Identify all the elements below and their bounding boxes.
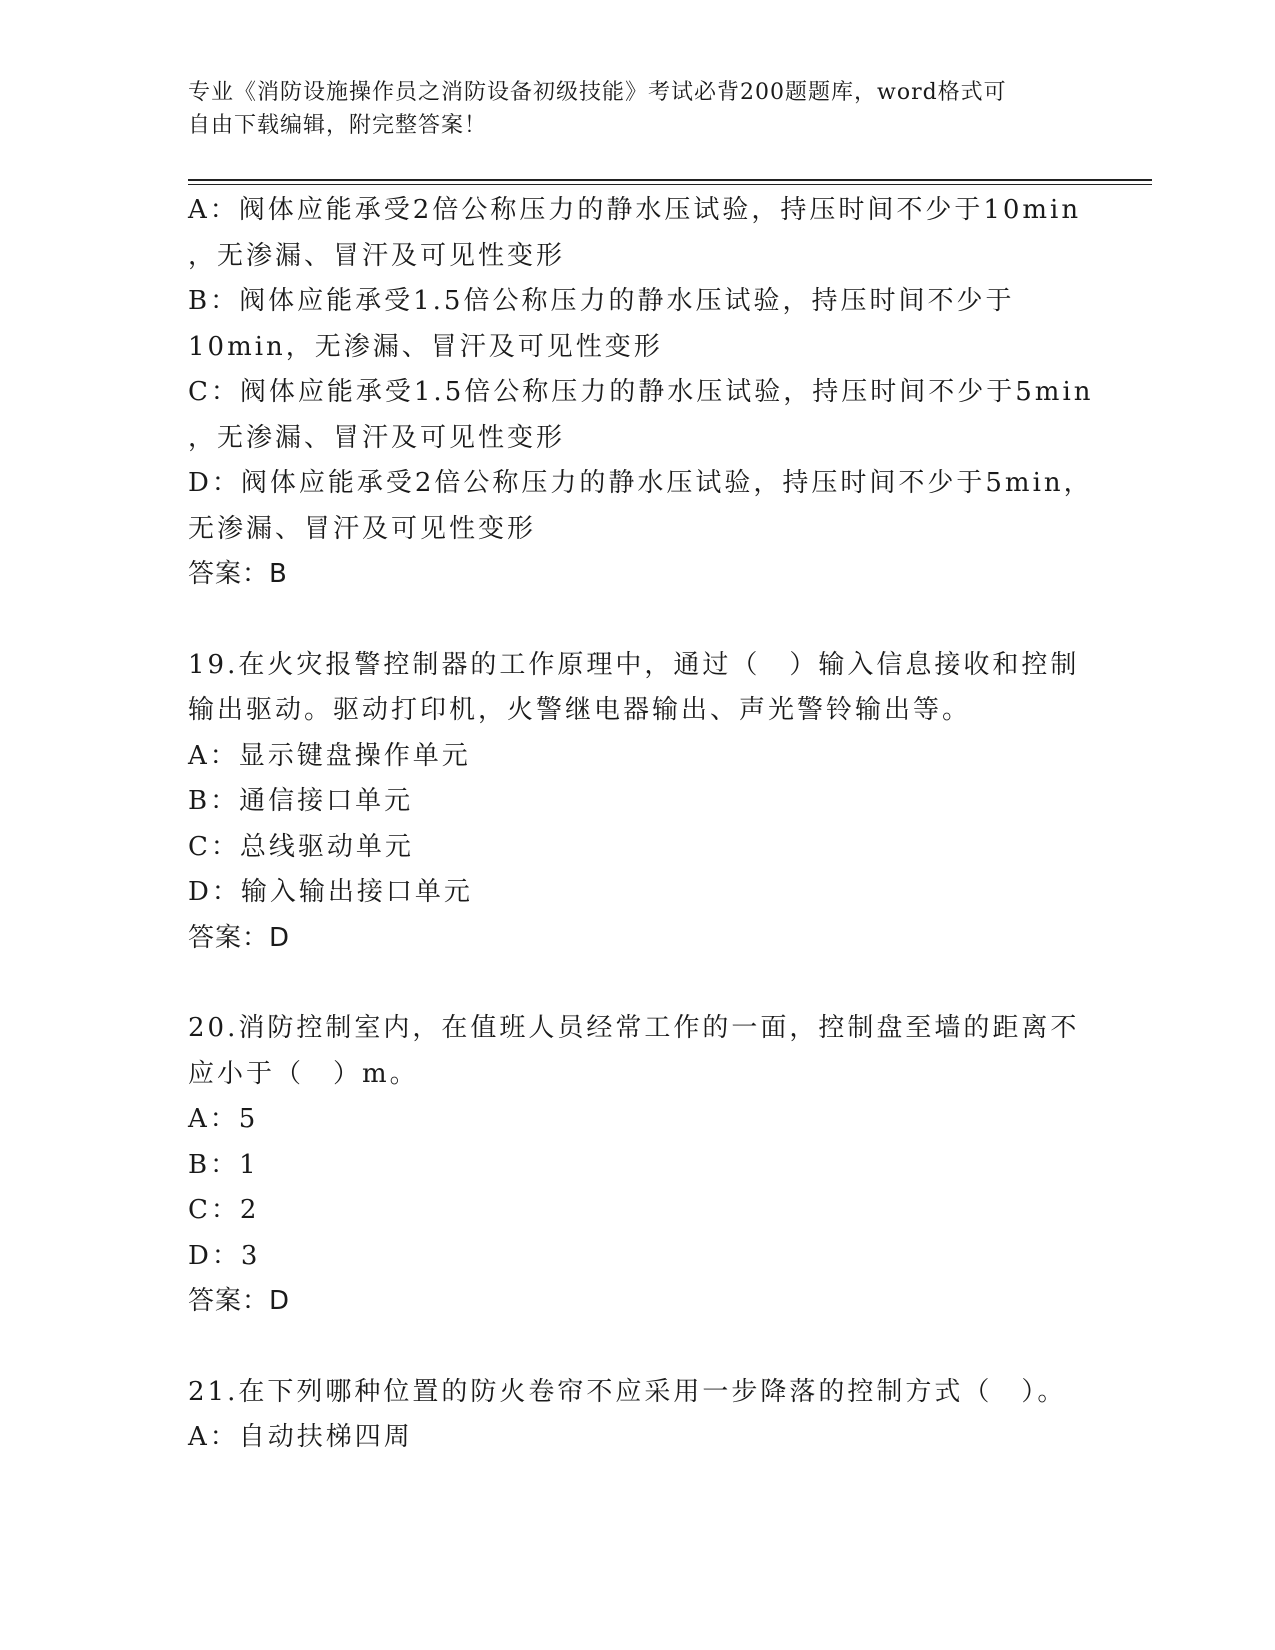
option-b: B：通信接口单元: [188, 786, 414, 816]
option-a-line-1: A：阀体应能承受2倍公称压力的静水压试验，持压时间不少于10min: [188, 195, 1082, 225]
question-20-block: [188, 1006, 1108, 1325]
option-c-line-2: ，无渗漏、冒汗及可见性变形: [188, 422, 566, 453]
option-c: C：2: [188, 1195, 260, 1225]
option-d-line-1: D：阀体应能承受2倍公称压力的静水压试验，持压时间不少于5min，: [188, 468, 1093, 498]
question-stem-line-2: 应小于（ ）m。: [188, 1058, 419, 1089]
question-stem-line-1: 20.消防控制室内，在值班人员经常工作的一面，控制盘至墙的距离不: [188, 1013, 1080, 1043]
question-19-block: [188, 643, 1108, 962]
question-list: [188, 188, 1108, 1461]
spacer: [188, 961, 1108, 1006]
question-21-block: [188, 1370, 1108, 1461]
option-a: A：显示键盘操作单元: [188, 740, 471, 771]
question-stem-line-1: 19.在火灾报警控制器的工作原理中，通过（ ）输入信息接收和控制: [188, 649, 1080, 680]
document-header: [188, 76, 1068, 142]
option-d-line-2: 无渗漏、冒汗及可见性变形: [188, 513, 537, 544]
option-a-line-2: ，无渗漏、冒汗及可见性变形: [188, 240, 566, 271]
answer-line: 答案：B: [188, 559, 288, 589]
option-b-line-2: 10min，无渗漏、冒汗及可见性变形: [188, 331, 663, 362]
option-d: D：输入输出接口单元: [188, 877, 473, 907]
spacer: [188, 598, 1108, 643]
spacer: [188, 1325, 1108, 1370]
header-divider-thin: [188, 184, 1152, 185]
question-stem-line-1: 21.在下列哪种位置的防火卷帘不应采用一步降落的控制方式（ ）。: [188, 1376, 1067, 1407]
option-c: C：总线驱动单元: [188, 831, 414, 862]
option-c-line-1: C：阀体应能承受1.5倍公称压力的静水压试验，持压时间不少于5min: [188, 377, 1094, 407]
answer-line: 答案：D: [188, 1286, 291, 1316]
option-a: A：5: [188, 1104, 259, 1134]
question-18-block: [188, 188, 1108, 598]
option-a: A：自动扶梯四周: [188, 1422, 413, 1452]
header-line-2: 自由下载编辑，附完整答案！: [188, 113, 488, 138]
header-divider-thick: [188, 179, 1152, 181]
option-d: D：3: [188, 1240, 261, 1271]
answer-line: 答案：D: [188, 922, 291, 953]
header-line-1: 专业《消防设施操作员之消防设备初级技能》考试必背200题题库，word格式可: [188, 80, 1007, 105]
option-b-line-1: B：阀体应能承受1.5倍公称压力的静水压试验，持压时间不少于: [188, 286, 1015, 316]
question-stem-line-2: 输出驱动。驱动打印机，火警继电器输出、声光警铃输出等。: [188, 695, 972, 725]
option-b: B：1: [188, 1149, 259, 1180]
